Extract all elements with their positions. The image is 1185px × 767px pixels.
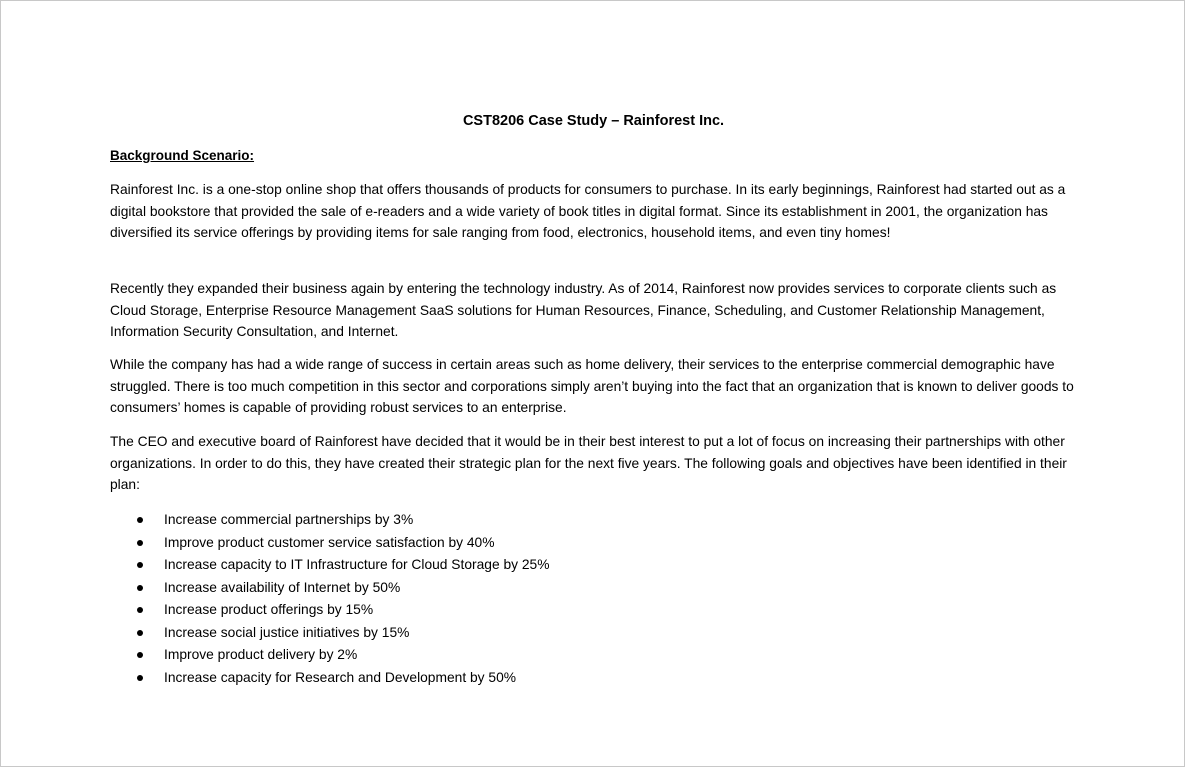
bullet-icon [137,562,143,568]
document-title: CST8206 Case Study – Rainforest Inc. [462,113,725,129]
goal-text: Increase availability of Internet by 50% [164,579,401,595]
paragraph-intro: Rainforest Inc. is a one-stop online shop that offers thousands of products for consumers to purchase. In its early beginnings, Rainforest had started out as a digital bookstore that provided the sale of e-readers and a wide variety of book titles in digital format. Since its establishment in 2001, the organization has diversified its service offerings by providing items for sale ranging from food, electronics, household items, and even tiny homes! [110,182,1066,241]
goal-text: Increase commercial partnerships by 3% [164,512,414,527]
goal-text: Increase capacity for Research and Development by 50% [164,669,517,685]
bullet-icon [137,517,143,523]
goal-text: Increase product offerings by 15% [164,602,374,617]
goal-item [110,554,549,577]
goal-item [110,622,549,645]
goals-list [110,509,549,689]
goal-item [110,509,549,532]
goal-text: Increase social justice initiatives by 15% [164,624,410,640]
paragraph-strategy: The CEO and executive board of Rainforest have decided that it would be in their best interest to put a lot of focus on increasing their partnerships with other organizations. In order to do this, they have created their strategic plan for the next five years. The following goals and objectives have been identified in their plan: [110,434,1067,493]
goal-item [110,599,549,622]
goal-item [110,644,549,667]
section-heading: Background Scenario: [110,148,255,163]
paragraph-expansion: Recently they expanded their business again by entering the technology industry. As of 2014, Rainforest now provides services to corporate clients such as Cloud Storage, Enterprise Resource Management SaaS solutions for Human Resources, Finance, Scheduling, and Customer Relationship Management, Information Security Consultation, and Internet. [110,281,1057,340]
goal-text: Improve product customer service satisfaction by 40% [164,534,495,550]
goal-item [110,532,549,555]
goal-text: Increase capacity to IT Infrastructure for Cloud Storage by 25% [164,557,550,572]
bullet-icon [137,585,143,591]
goal-item [110,667,549,690]
goal-item [110,577,549,600]
bullet-icon [137,540,143,546]
bullet-icon [137,652,143,658]
bullet-icon [137,630,143,636]
goal-text: Improve product delivery by 2% [164,647,358,662]
paragraph-challenges: While the company has had a wide range of success in certain areas such as home delivery, their services to the enterprise commercial demographic have struggled. There is too much competition in this sector and corporations simply aren’t buying into the fact that an organization that is known to deliver goods to consumers’ homes is capable of providing robust services to an enterprise. [110,357,1074,416]
bullet-icon [137,607,143,613]
bullet-icon [137,675,143,681]
